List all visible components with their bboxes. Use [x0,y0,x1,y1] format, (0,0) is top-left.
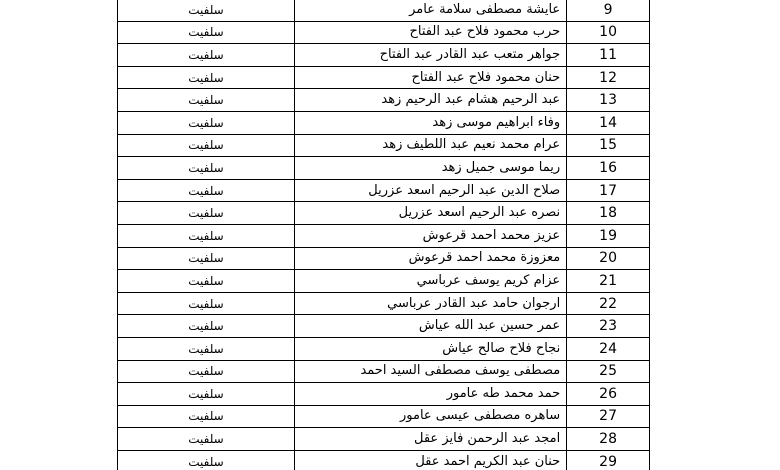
table-row [118,66,650,89]
name-cell: عرام محمد نعيم عبد اللطيف زهد [294,134,566,157]
number-cell: 29 [567,450,650,470]
number-cell: 25 [567,360,650,383]
city-cell: سلفيت [118,337,295,360]
city-cell: سلفيت [118,383,295,406]
city-cell: سلفيت [118,134,295,157]
name-cell: حنان عبد الكريم احمد عقل [294,450,566,470]
table-row [118,450,650,470]
name-cell: ساهره مصطفى عيسى عامور [294,405,566,428]
table-row [118,111,650,134]
city-cell: سلفيت [118,270,295,293]
table-row [118,134,650,157]
table-row [118,179,650,202]
number-cell: 26 [567,383,650,406]
table-row [118,383,650,406]
name-cell: عزام كريم يوسف عرباسي [294,270,566,293]
names-table [117,0,650,470]
number-cell: 20 [567,247,650,270]
name-cell: عمر حسين عبد الله عياش [294,315,566,338]
city-cell: سلفيت [118,66,295,89]
city-cell: سلفيت [118,179,295,202]
city-cell: سلفيت [118,247,295,270]
city-cell: سلفيت [118,202,295,225]
table-row [118,292,650,315]
city-cell: سلفيت [118,89,295,112]
name-cell: وفاء ابراهيم موسى زهد [294,111,566,134]
name-cell: حرب محمود فلاح عبد الفتاح [294,21,566,44]
table-row [118,157,650,180]
number-cell: 28 [567,428,650,451]
number-cell: 13 [567,89,650,112]
name-cell: جواهر متعب عبد القادر عبد الفتاح [294,44,566,67]
number-cell: 22 [567,292,650,315]
table-row [118,360,650,383]
table-row [118,89,650,112]
name-cell: مصطفى يوسف مصطفى السيد احمد [294,360,566,383]
city-cell: سلفيت [118,224,295,247]
table-row [118,247,650,270]
number-cell: 24 [567,337,650,360]
table-row [118,44,650,67]
number-cell: 19 [567,224,650,247]
city-cell: سلفيت [118,450,295,470]
city-cell: سلفيت [118,360,295,383]
city-cell: سلفيت [118,405,295,428]
table-row [118,405,650,428]
number-cell: 9 [567,0,650,21]
name-cell: ريما موسى جميل زهد [294,157,566,180]
number-cell: 18 [567,202,650,225]
number-cell: 14 [567,111,650,134]
name-cell: حمد محمد طه عامور [294,383,566,406]
table-row [118,270,650,293]
number-cell: 10 [567,21,650,44]
name-cell: امجد عبد الرحمن فايز عقل [294,428,566,451]
table-row [118,0,650,21]
name-cell: عايشة مصطفى سلامة عامر [294,0,566,21]
table-row [118,315,650,338]
city-cell: سلفيت [118,428,295,451]
city-cell: سلفيت [118,292,295,315]
number-cell: 23 [567,315,650,338]
city-cell: سلفيت [118,44,295,67]
city-cell: سلفيت [118,111,295,134]
city-cell: سلفيت [118,315,295,338]
names-table-body [118,0,650,470]
number-cell: 11 [567,44,650,67]
name-cell: معزوزة محمد احمد قرعوش [294,247,566,270]
city-cell: سلفيت [118,21,295,44]
city-cell: سلفيت [118,157,295,180]
number-cell: 17 [567,179,650,202]
name-cell: ارجوان حامد عبد القادر عرباسي [294,292,566,315]
table-row [118,202,650,225]
table-row [118,21,650,44]
name-cell: عبد الرحيم هشام عبد الرحيم زهد [294,89,566,112]
number-cell: 16 [567,157,650,180]
name-cell: عزيز محمد احمد قرعوش [294,224,566,247]
table-row [118,224,650,247]
table-row [118,337,650,360]
number-cell: 12 [567,66,650,89]
name-cell: نجاح فلاح صالح عياش [294,337,566,360]
name-cell: نصره عبد الرحيم اسعد عزريل [294,202,566,225]
name-cell: صلاح الدين عبد الرحيم اسعد عزريل [294,179,566,202]
number-cell: 27 [567,405,650,428]
table-row [118,428,650,451]
name-cell: حنان محمود فلاح عبد الفتاح [294,66,566,89]
city-cell: سلفيت [118,0,295,21]
number-cell: 21 [567,270,650,293]
number-cell: 15 [567,134,650,157]
